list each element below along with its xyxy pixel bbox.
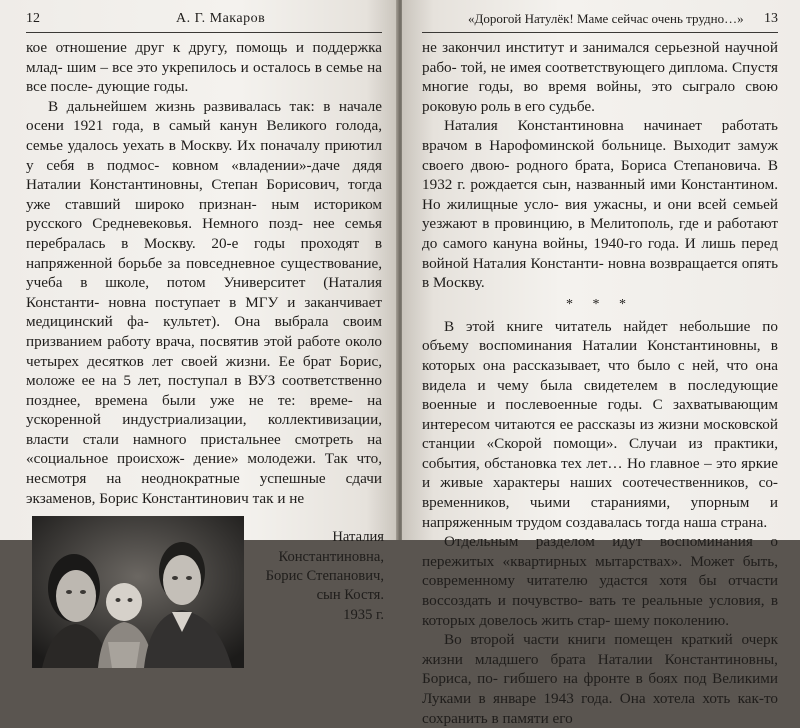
left-running-title: А. Г. Макаров — [176, 11, 266, 26]
text-line: гибшего на фронте в боях под Великими Луками в январе — [422, 670, 779, 707]
text-line: той, не имея соответствующего диплома. Спустя многие — [422, 58, 778, 96]
left-header-rule — [26, 32, 382, 33]
text-line: родного брата, Бориса Степановича. В 1932 г. рождается — [422, 156, 778, 194]
caption-line: Наталия — [332, 529, 384, 546]
text-line: уехать в Москву. Их поначалу приютил у себя в подмос- — [26, 136, 382, 174]
text-line: дение» молодежи. Так что, несмотря на неоднократные — [26, 450, 382, 488]
right-page — [402, 0, 800, 727]
right-body-text — [422, 38, 778, 728]
left-page-header — [26, 10, 382, 32]
text-line: сын, названный ими Константином. Но жилищные усло- — [422, 176, 778, 213]
text-line: нее семья перебралась в Москву. 20-е годы проходят в — [26, 215, 382, 252]
text-line: ковном «владении»-даче дядя Наталии Константиновны, — [26, 156, 382, 194]
text-line: младшего брата Наталии Константиновны, Бориса, по- — [422, 650, 778, 688]
text-line: читателю удастся хотя бы отчасти воссоздать и почувство- — [422, 572, 779, 610]
text-line: практики, события, обстановка тех лет… Но главное – это — [422, 435, 778, 472]
paragraph — [422, 38, 778, 116]
right-page-number: 13 — [764, 11, 778, 26]
text-line: Наталия Константиновна начинает работать врачом в — [422, 117, 778, 154]
figure — [26, 514, 382, 672]
text-line: Нарофоминской больнице. Выходит замуж своего двою- — [422, 136, 778, 174]
text-line: учеба в школе, потом Университет (Наталия Константи- — [26, 274, 382, 311]
text-line: новна поступает в МГУ и заканчивает медицинский фа- — [26, 293, 382, 331]
text-line: Во второй части книги помещен краткий очерк жизни — [422, 631, 778, 668]
text-line: «квартирных мытарствах». Может быть, современному — [422, 552, 778, 590]
family-photo — [32, 516, 244, 668]
text-line: на ускоренной индустриализации, коллективизации, власти стали — [26, 391, 382, 448]
paragraph — [422, 116, 778, 292]
text-line: 1943 года. Она хотела хоть как-то сохранить в памяти его — [422, 690, 778, 727]
paragraph — [422, 317, 778, 533]
text-line: 1921 года, в самый канун Великого голода, семье удалось — [26, 117, 382, 154]
text-line: временников, чьими стараниями, упорным и напряженным — [422, 494, 778, 531]
text-line: новна возвращается опять в Москву. — [422, 254, 778, 292]
text-line: вать те реальные условия, в которых довелось жить стар- — [422, 592, 778, 629]
caption-line: Борис Степанович, — [265, 568, 384, 585]
text-line: соответственно позднее, времена были уже не те: време- — [26, 372, 382, 409]
text-line: Отдельным разделом идут воспоминания о пережитых — [422, 533, 778, 570]
text-line: вия ужасны, и они всей семьей уезжают в провинцию, в — [422, 195, 778, 233]
right-header-rule — [422, 32, 778, 33]
text-line: посвятив этой работе около четырех десятков лет своей — [26, 332, 382, 370]
text-line: С захватывающим интересом читаются ее рассказы из — [422, 396, 778, 433]
paragraph — [26, 38, 382, 97]
text-line: годы, во время войны, это сыграло свою роковую роль в — [422, 78, 778, 115]
caption-line: Константиновна, — [278, 548, 384, 565]
left-page — [0, 0, 398, 623]
text-line: яркие и живые характеры наших соотечественников, со- — [422, 454, 778, 492]
text-line: жизни московской станции «Скорой помощи». Случаи из — [422, 415, 778, 453]
text-line: В дальнейшем жизнь развивалась так: в начале осени — [26, 97, 382, 135]
text-line: кое отношение друг к другу, помощь и поддержка млад- — [26, 39, 382, 76]
text-line: Степан Борисович, тогда уже ставший широко признан- — [26, 176, 382, 213]
text-line: его судьбе. — [525, 97, 595, 115]
section-separator: * * * — [566, 296, 634, 312]
paragraph — [422, 630, 778, 728]
text-line: намного пристальнее смотреть на «социальное происхож- — [26, 430, 382, 468]
text-line: шему поколению. — [614, 611, 730, 629]
right-running-title: «Дорогой Натулёк! Маме сейчас очень трудно…» — [468, 11, 744, 26]
caption-line: 1935 г. — [343, 606, 384, 623]
text-line: трудом создавалась тогда наша страна. — [516, 513, 768, 531]
left-page-number: 12 — [26, 11, 40, 26]
photo-caption — [248, 528, 384, 625]
text-line: рассказывает, что было с ней, что она видела и чему была — [422, 356, 778, 394]
paragraph — [422, 532, 778, 630]
text-line: Мелитополь, где и работают до самого кануна войны, — [422, 215, 778, 252]
text-line: 1940-го года. И лишь перед войной Наталия Константи- — [422, 234, 778, 272]
text-line: успешные сдачи экзаменов, Борис Константинович так и не — [26, 470, 382, 507]
caption-line: сын Костя. — [316, 587, 384, 604]
text-line: ным историком русского Средневековья. Немного позд- — [26, 195, 383, 233]
text-line: культет). Она выбрала своим призванием работу врача, — [26, 313, 382, 350]
text-line: дующие годы. — [96, 78, 189, 96]
text-line: жизни. Ее брат Борис, моложе ее на 5 лет, поступал в ВУЗ — [26, 352, 382, 390]
paragraph — [26, 97, 382, 508]
text-line: В этой книге читатель найдет небольшие по объему — [422, 317, 778, 355]
right-page-header — [422, 10, 778, 32]
text-line: свидетелем в последующие военные и послевоенные годы. — [422, 376, 778, 414]
family-photo-image — [32, 516, 244, 668]
left-body-text — [26, 38, 382, 508]
text-line: не закончил институт и занимался серьезной научной рабо- — [422, 39, 778, 76]
text-line: воспоминания Наталии Константиновны, в которых она — [422, 337, 778, 374]
text-line: шим – все это укрепилось и осталось в семье на все после- — [26, 58, 382, 96]
text-line: напряженной борьбе за повседневное существование, — [26, 254, 382, 272]
